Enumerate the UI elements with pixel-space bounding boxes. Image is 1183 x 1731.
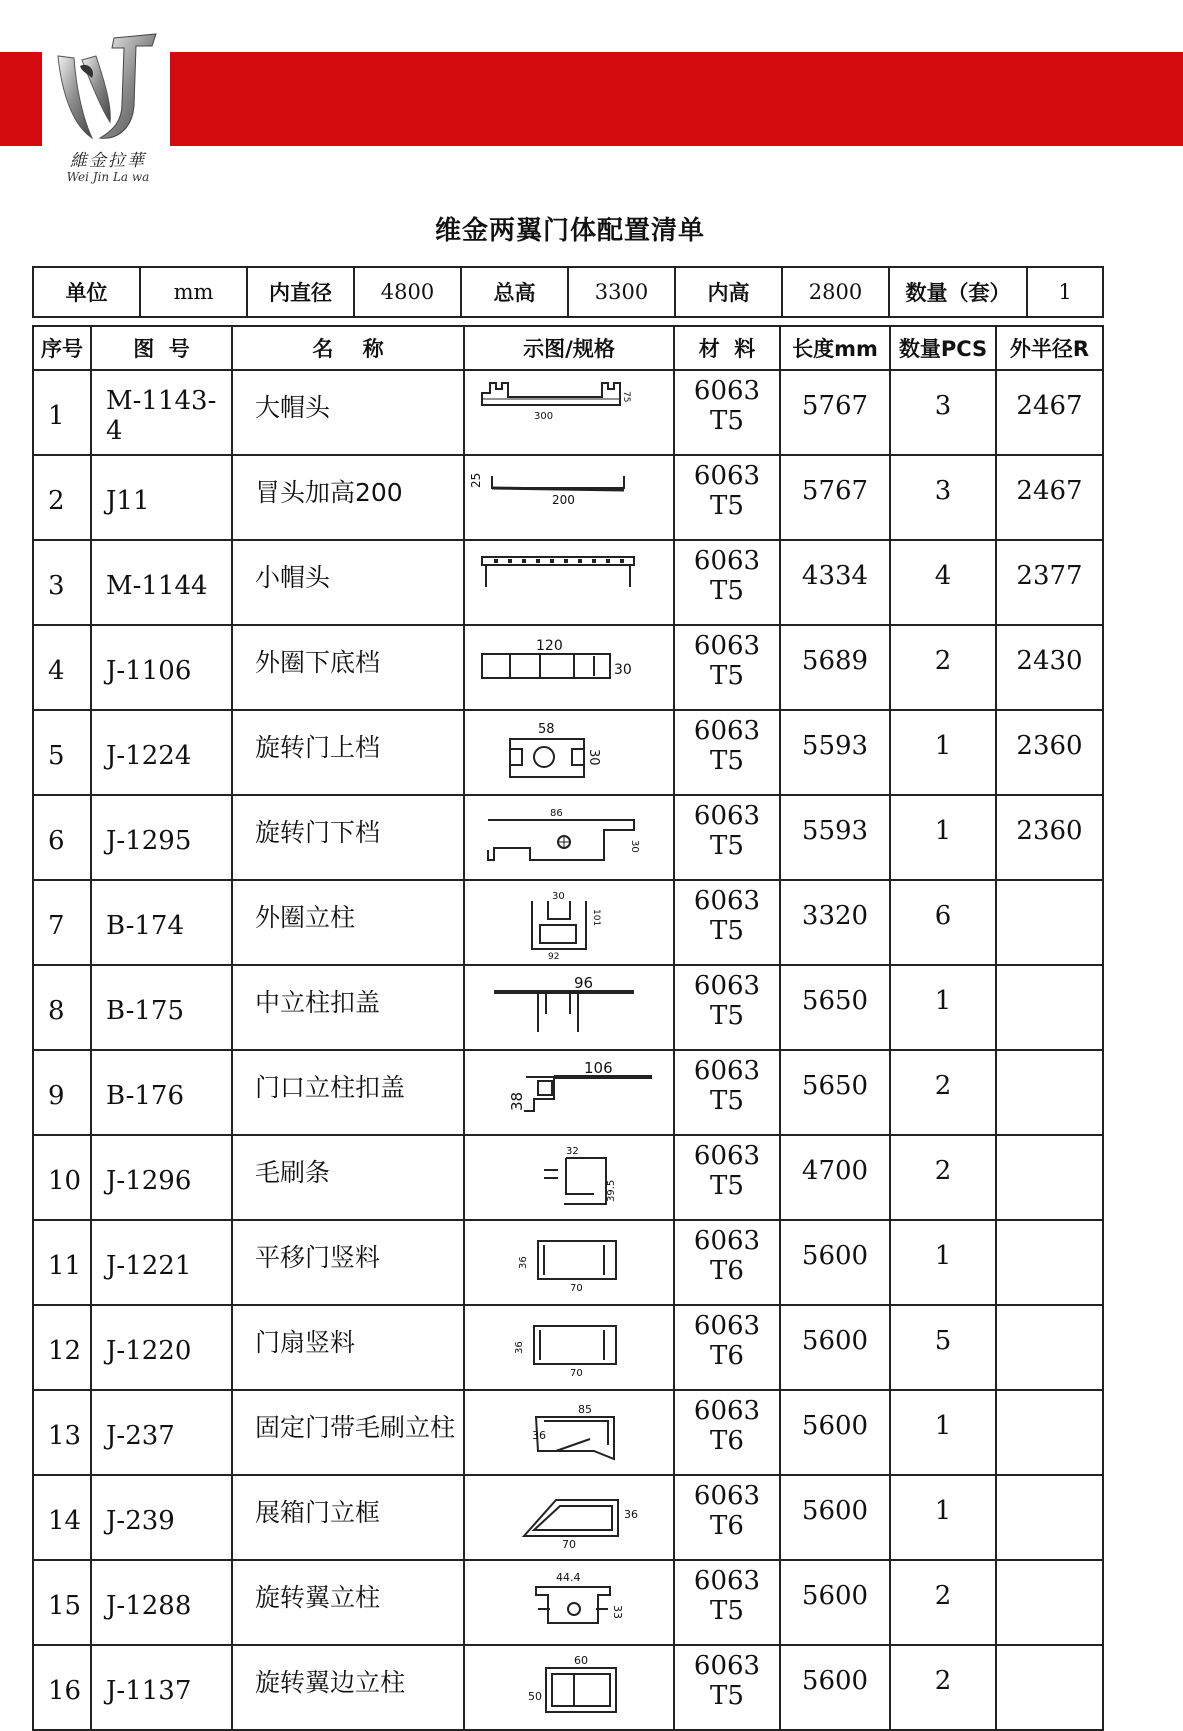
- dimension-label: 38: [508, 1091, 526, 1111]
- dimension-label: 36: [514, 1340, 525, 1354]
- unit-label: 单位: [33, 267, 140, 317]
- cell-length: 5600: [780, 1560, 890, 1645]
- cell-qty: 2: [890, 625, 996, 710]
- cell-material: 6063 T5: [674, 1560, 780, 1645]
- cell-radius: [996, 880, 1103, 965]
- cell-material: 6063 T5: [674, 370, 780, 455]
- cell-qty: 1: [890, 1390, 996, 1475]
- dimension-label: 101: [591, 908, 601, 926]
- cell-material: 6063 T6: [674, 1305, 780, 1390]
- cell-radius: [996, 1220, 1103, 1305]
- cell-drawing-code: J-239: [91, 1475, 232, 1560]
- cell-diagram: [464, 1220, 674, 1305]
- profile-section-icon: [474, 804, 664, 872]
- col-header-length: 长度mm: [780, 326, 890, 370]
- table-row: [33, 965, 1103, 1050]
- cell-drawing-code: J-237: [91, 1390, 232, 1475]
- dimension-label: 106: [584, 1058, 613, 1077]
- dimension-label: 39.5: [606, 1179, 617, 1202]
- cell-name: 大帽头: [232, 370, 464, 455]
- dimension-label: 30: [586, 748, 601, 766]
- cell-material: 6063 T5: [674, 1050, 780, 1135]
- cell-drawing-code: M-1143-4: [91, 370, 232, 455]
- cell-diagram: [464, 1475, 674, 1560]
- col-header-seq: 序号: [33, 326, 91, 370]
- inner-height-value: 2800: [782, 267, 889, 317]
- cell-length: 5689: [780, 625, 890, 710]
- dimension-label: 30: [629, 839, 640, 853]
- cell-length: 5600: [780, 1305, 890, 1390]
- cell-qty: 1: [890, 965, 996, 1050]
- profile-section-icon: [469, 464, 664, 532]
- logo-chinese-name: 維金拉華: [70, 151, 146, 171]
- cell-radius: 2377: [996, 540, 1103, 625]
- cell-seq: 1: [33, 370, 91, 455]
- cell-diagram: [464, 540, 674, 625]
- cell-seq: 7: [33, 880, 91, 965]
- cell-diagram: [464, 1390, 674, 1475]
- wj-logo-icon: [52, 26, 160, 144]
- cell-drawing-code: J-1137: [91, 1645, 232, 1730]
- cell-length: 5767: [780, 370, 890, 455]
- profile-section-icon: [474, 1399, 664, 1467]
- dimension-label: 36: [518, 1255, 529, 1269]
- cell-radius: 2360: [996, 710, 1103, 795]
- dimension-label: 58: [538, 721, 555, 737]
- cell-radius: [996, 1305, 1103, 1390]
- cell-seq: 15: [33, 1560, 91, 1645]
- profile-list-table: [32, 325, 1104, 1731]
- cell-qty: 3: [890, 455, 996, 540]
- table-row: [33, 370, 1103, 455]
- profile-section-icon: [474, 1144, 664, 1212]
- table-row: [33, 1560, 1103, 1645]
- profile-section-icon: [474, 719, 664, 787]
- cell-name: 固定门带毛刷立柱: [232, 1390, 464, 1475]
- cell-diagram: [464, 1135, 674, 1220]
- dimension-label: 86: [550, 807, 563, 819]
- dimension-label: 92: [548, 951, 560, 962]
- cell-name: 中立柱扣盖: [232, 965, 464, 1050]
- cell-diagram: [464, 625, 674, 710]
- dimension-label: 30: [552, 890, 565, 902]
- cell-name: 旋转门下档: [232, 795, 464, 880]
- profile-section-icon: [474, 634, 664, 702]
- cell-length: 4700: [780, 1135, 890, 1220]
- profile-section-icon: [474, 1059, 664, 1127]
- cell-radius: 2467: [996, 370, 1103, 455]
- cell-drawing-code: J-1296: [91, 1135, 232, 1220]
- quantity-label: 数量（套）: [889, 267, 1027, 317]
- cell-material: 6063 T5: [674, 710, 780, 795]
- cell-seq: 11: [33, 1220, 91, 1305]
- cell-radius: 2360: [996, 795, 1103, 880]
- cell-length: 4334: [780, 540, 890, 625]
- total-height-value: 3300: [568, 267, 675, 317]
- cell-drawing-code: J-1295: [91, 795, 232, 880]
- cell-material: 6063 T6: [674, 1475, 780, 1560]
- cell-radius: [996, 965, 1103, 1050]
- cell-diagram: [464, 965, 674, 1050]
- profile-section-icon: [474, 549, 664, 617]
- profile-section-icon: [474, 379, 664, 447]
- profile-section-icon: [474, 1654, 664, 1722]
- cell-material: 6063 T5: [674, 540, 780, 625]
- cell-diagram: [464, 455, 674, 540]
- cell-seq: 5: [33, 710, 91, 795]
- cell-seq: 14: [33, 1475, 91, 1560]
- cell-radius: [996, 1050, 1103, 1135]
- table-row: [33, 1305, 1103, 1390]
- dimension-label: 70: [570, 1282, 583, 1294]
- profile-section-icon: [474, 889, 664, 962]
- cell-qty: 1: [890, 710, 996, 795]
- cell-material: 6063 T6: [674, 1220, 780, 1305]
- inner-diameter-value: 4800: [354, 267, 461, 317]
- dimension-label: 36: [624, 1507, 638, 1521]
- cell-seq: 10: [33, 1135, 91, 1220]
- col-header-code: 图 号: [91, 326, 232, 370]
- cell-length: 5600: [780, 1220, 890, 1305]
- cell-material: 6063 T6: [674, 1390, 780, 1475]
- cell-material: 6063 T5: [674, 1135, 780, 1220]
- cell-diagram: [464, 710, 674, 795]
- cell-material: 6063 T5: [674, 625, 780, 710]
- cell-radius: [996, 1645, 1103, 1730]
- cell-name: 展箱门立框: [232, 1475, 464, 1560]
- dimension-label: 200: [552, 492, 575, 507]
- dimension-label: 70: [562, 1537, 576, 1551]
- cell-length: 5593: [780, 795, 890, 880]
- col-header-material: 材 料: [674, 326, 780, 370]
- cell-drawing-code: J-1221: [91, 1220, 232, 1305]
- cell-length: 5600: [780, 1645, 890, 1730]
- cell-name: 外圈下底档: [232, 625, 464, 710]
- table-row: [33, 880, 1103, 965]
- cell-diagram: [464, 1645, 674, 1730]
- dimension-label: 33: [611, 1604, 624, 1619]
- profile-section-icon: [474, 1314, 664, 1382]
- dimension-label: 44.4: [556, 1570, 581, 1584]
- quantity-value: 1: [1027, 267, 1103, 317]
- cell-name: 旋转门上档: [232, 710, 464, 795]
- col-header-diagram: 示图/规格: [464, 326, 674, 370]
- cell-length: 3320: [780, 880, 890, 965]
- dimension-label: 30: [614, 661, 632, 678]
- table-row: [33, 1475, 1103, 1560]
- cell-qty: 6: [890, 880, 996, 965]
- profile-section-icon: [474, 1569, 664, 1637]
- cell-radius: [996, 1135, 1103, 1220]
- cell-diagram: [464, 1050, 674, 1135]
- logo-english-name: Wei Jin La wa: [66, 170, 150, 184]
- cell-seq: 13: [33, 1390, 91, 1475]
- cell-qty: 3: [890, 370, 996, 455]
- cell-length: 5767: [780, 455, 890, 540]
- table-row: [33, 1050, 1103, 1135]
- table-row: [33, 625, 1103, 710]
- table-header-row: [33, 326, 1103, 370]
- cell-qty: 1: [890, 1475, 996, 1560]
- cell-name: 门扇竖料: [232, 1305, 464, 1390]
- dimension-label: 300: [534, 410, 554, 422]
- cell-material: 6063 T5: [674, 795, 780, 880]
- unit-value: mm: [140, 267, 247, 317]
- cell-qty: 2: [890, 1135, 996, 1220]
- cell-qty: 2: [890, 1645, 996, 1730]
- inner-diameter-label: 内直径: [247, 267, 354, 317]
- cell-seq: 2: [33, 455, 91, 540]
- cell-diagram: [464, 1305, 674, 1390]
- cell-name: 冒头加高200: [232, 455, 464, 540]
- cell-name: 旋转翼立柱: [232, 1560, 464, 1645]
- cell-seq: 16: [33, 1645, 91, 1730]
- cell-name: 平移门竖料: [232, 1220, 464, 1305]
- cell-material: 6063 T5: [674, 455, 780, 540]
- cell-radius: [996, 1475, 1103, 1560]
- table-row: [33, 710, 1103, 795]
- profile-section-icon: [474, 1229, 664, 1297]
- cell-seq: 3: [33, 540, 91, 625]
- cell-drawing-code: J-1288: [91, 1560, 232, 1645]
- col-header-name: 名 称: [232, 326, 464, 370]
- cell-drawing-code: J-1106: [91, 625, 232, 710]
- header-red-band: [0, 52, 1183, 146]
- cell-diagram: [464, 370, 674, 455]
- cell-radius: 2430: [996, 625, 1103, 710]
- cell-seq: 4: [33, 625, 91, 710]
- cell-drawing-code: B-175: [91, 965, 232, 1050]
- dimension-label: 25: [469, 472, 483, 488]
- table-row: [33, 1220, 1103, 1305]
- table-row: [33, 1645, 1103, 1730]
- dimension-label: 50: [528, 1689, 542, 1703]
- cell-name: 小帽头: [232, 540, 464, 625]
- cell-diagram: [464, 880, 674, 965]
- cell-diagram: [464, 1560, 674, 1645]
- dimension-label: 70: [570, 1367, 583, 1379]
- cell-length: 5593: [780, 710, 890, 795]
- cell-drawing-code: M-1144: [91, 540, 232, 625]
- dimension-label: 85: [578, 1402, 592, 1416]
- summary-table: [32, 266, 1104, 318]
- table-row: [33, 795, 1103, 880]
- profile-section-icon: [474, 974, 664, 1042]
- profile-section-icon: [474, 1484, 664, 1552]
- cell-material: 6063 T5: [674, 1645, 780, 1730]
- cell-drawing-code: J-1224: [91, 710, 232, 795]
- cell-material: 6063 T5: [674, 880, 780, 965]
- table-row: [33, 1135, 1103, 1220]
- cell-name: 外圈立柱: [232, 880, 464, 965]
- table-row: [33, 455, 1103, 540]
- page-title: 维金两翼门体配置清单: [434, 216, 705, 246]
- cell-diagram: [464, 795, 674, 880]
- cell-length: 5600: [780, 1475, 890, 1560]
- cell-drawing-code: J11: [91, 455, 232, 540]
- total-height-label: 总高: [461, 267, 568, 317]
- cell-seq: 6: [33, 795, 91, 880]
- table-row: [33, 1390, 1103, 1475]
- cell-drawing-code: J-1220: [91, 1305, 232, 1390]
- cell-qty: 2: [890, 1560, 996, 1645]
- cell-drawing-code: B-176: [91, 1050, 232, 1135]
- col-header-qty: 数量PCS: [890, 326, 996, 370]
- table-row: [33, 540, 1103, 625]
- cell-qty: 2: [890, 1050, 996, 1135]
- cell-length: 5600: [780, 1390, 890, 1475]
- brand-logo: [42, 22, 170, 190]
- dimension-label: 96: [574, 973, 594, 992]
- cell-length: 5650: [780, 965, 890, 1050]
- dimension-label: 120: [536, 637, 563, 654]
- dimension-label: 75: [621, 390, 631, 402]
- cell-length: 5650: [780, 1050, 890, 1135]
- dimension-label: 36: [532, 1428, 546, 1442]
- cell-seq: 12: [33, 1305, 91, 1390]
- cell-seq: 9: [33, 1050, 91, 1135]
- cell-qty: 1: [890, 1220, 996, 1305]
- cell-radius: [996, 1560, 1103, 1645]
- dimension-label: 32: [566, 1145, 579, 1157]
- cell-qty: 5: [890, 1305, 996, 1390]
- cell-drawing-code: B-174: [91, 880, 232, 965]
- cell-name: 旋转翼边立柱: [232, 1645, 464, 1730]
- col-header-radius: 外半径R: [996, 326, 1103, 370]
- cell-material: 6063 T5: [674, 965, 780, 1050]
- inner-height-label: 内高: [675, 267, 782, 317]
- cell-radius: 2467: [996, 455, 1103, 540]
- cell-qty: 4: [890, 540, 996, 625]
- cell-radius: [996, 1390, 1103, 1475]
- cell-qty: 1: [890, 795, 996, 880]
- cell-name: 毛刷条: [232, 1135, 464, 1220]
- cell-name: 门口立柱扣盖: [232, 1050, 464, 1135]
- cell-seq: 8: [33, 965, 91, 1050]
- dimension-label: 60: [574, 1653, 588, 1667]
